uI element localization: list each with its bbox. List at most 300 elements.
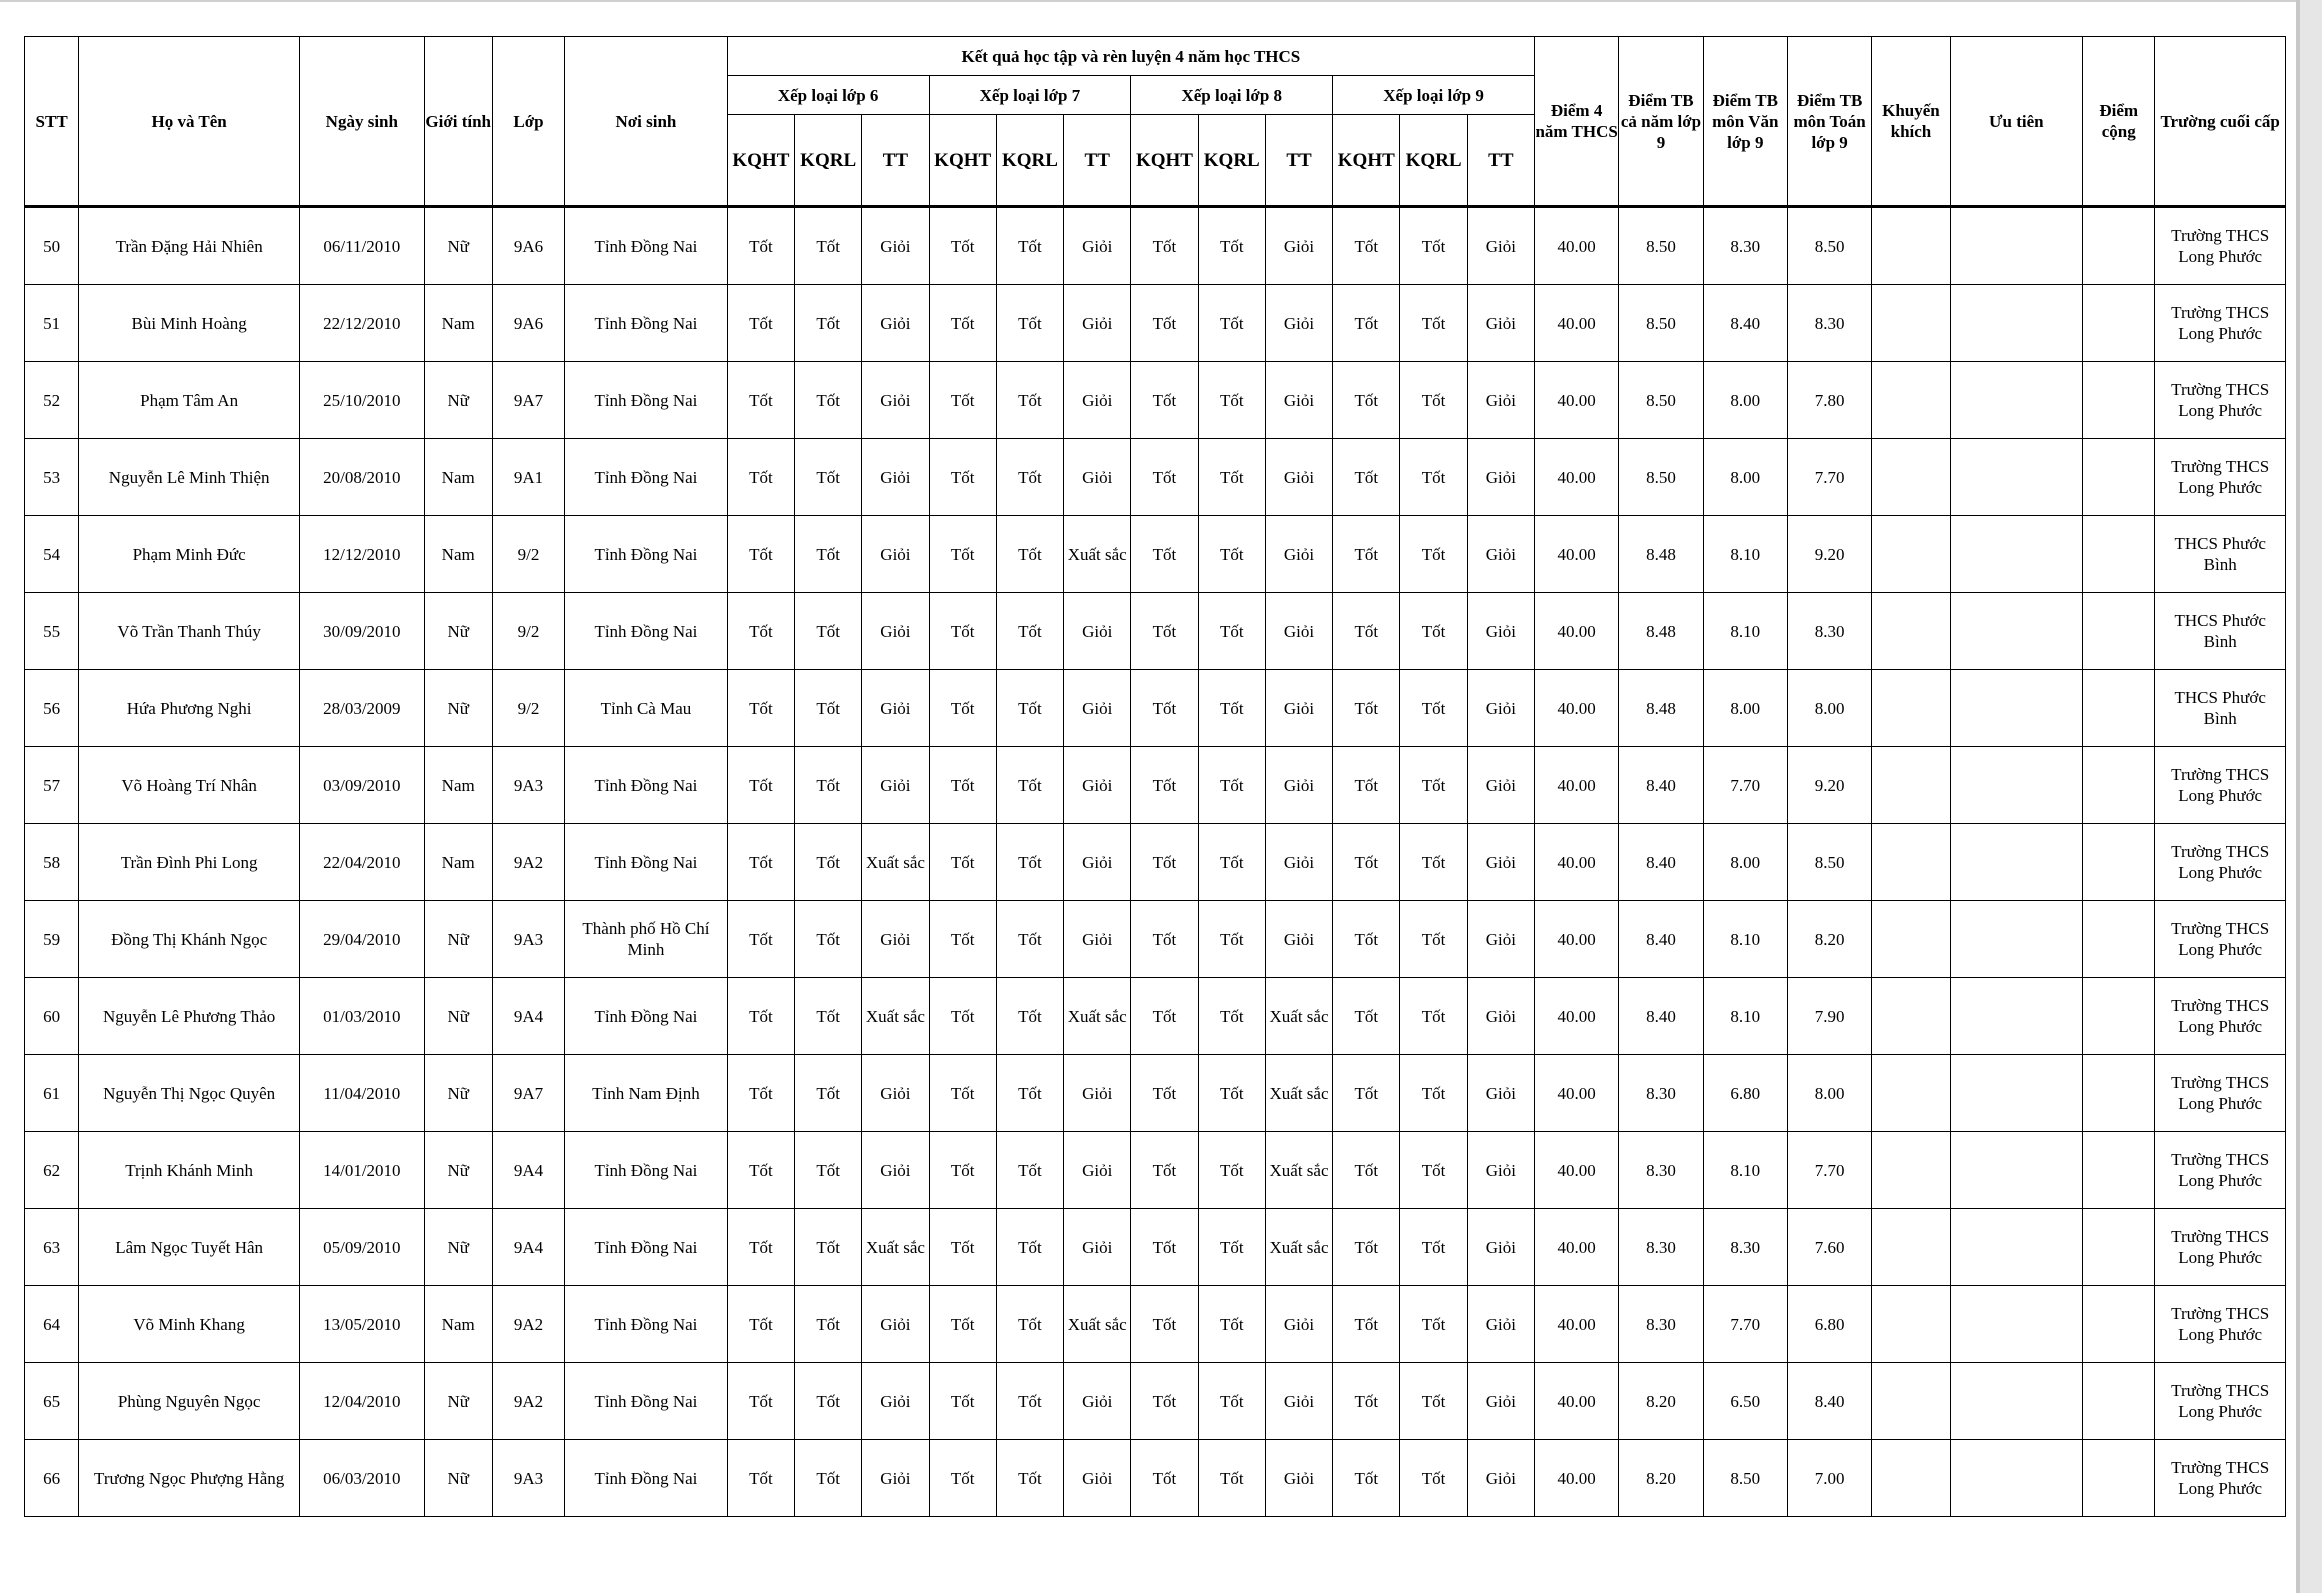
cell-grade8-kqrl: Tốt	[1198, 1055, 1265, 1132]
table-row	[25, 1363, 2286, 1440]
cell-stt: 55	[25, 593, 79, 670]
cell-grade9-kqht: Tốt	[1333, 1055, 1400, 1132]
school-line: Trường THCS	[2171, 457, 2270, 476]
cell-grade6-kqht: Tốt	[727, 1440, 794, 1517]
cell-birthplace: Tỉnh Đồng Nai	[565, 1209, 728, 1286]
cell-birthplace: Tỉnh Đồng Nai	[565, 285, 728, 362]
cell-encourage	[1872, 207, 1950, 285]
cell-grade8-tt: Giỏi	[1265, 593, 1332, 670]
cell-math9: 8.50	[1787, 824, 1871, 901]
cell-birthplace: Tỉnh Đồng Nai	[565, 978, 728, 1055]
cell-lit9: 7.70	[1703, 747, 1787, 824]
cell-grade9-kqht: Tốt	[1333, 747, 1400, 824]
cell-avg9: 8.48	[1619, 670, 1703, 747]
cell-math9: 8.00	[1787, 1055, 1871, 1132]
cell-grade6-tt: Giỏi	[862, 1132, 929, 1209]
cell-lit9: 8.00	[1703, 670, 1787, 747]
cell-score4: 40.00	[1534, 978, 1618, 1055]
cell-dob: 20/08/2010	[300, 439, 424, 516]
cell-class: 9A3	[492, 1440, 564, 1517]
cell-class: 9A2	[492, 1286, 564, 1363]
cell-avg9: 8.50	[1619, 362, 1703, 439]
cell-grade9-kqht: Tốt	[1333, 824, 1400, 901]
cell-grade6-kqrl: Tốt	[795, 1286, 862, 1363]
cell-bonus	[2083, 670, 2155, 747]
cell-gender: Nam	[424, 747, 492, 824]
cell-grade7-kqrl: Tốt	[996, 516, 1063, 593]
cell-grade7-kqht: Tốt	[929, 439, 996, 516]
cell-avg9: 8.20	[1619, 1363, 1703, 1440]
header-name: Họ và Tên	[79, 37, 300, 207]
cell-bonus	[2083, 901, 2155, 978]
cell-grade8-kqht: Tốt	[1131, 978, 1198, 1055]
cell-grade7-kqrl: Tốt	[996, 901, 1063, 978]
cell-grade7-kqrl: Tốt	[996, 285, 1063, 362]
cell-stt: 54	[25, 516, 79, 593]
cell-grade6-kqrl: Tốt	[795, 439, 862, 516]
header-grade-6: Xếp loại lớp 6	[727, 76, 929, 115]
school-line: Bình	[2203, 632, 2237, 651]
table-row	[25, 1132, 2286, 1209]
cell-name: Trương Ngọc Phượng Hằng	[79, 1440, 300, 1517]
cell-grade8-kqht: Tốt	[1131, 1055, 1198, 1132]
cell-grade7-kqht: Tốt	[929, 1286, 996, 1363]
cell-priority	[1950, 285, 2083, 362]
cell-stt: 52	[25, 362, 79, 439]
cell-grade6-kqht: Tốt	[727, 1363, 794, 1440]
cell-grade7-kqrl: Tốt	[996, 1132, 1063, 1209]
cell-grade9-kqrl: Tốt	[1400, 207, 1467, 285]
cell-encourage	[1872, 1286, 1950, 1363]
cell-gender: Nam	[424, 285, 492, 362]
cell-name: Võ Minh Khang	[79, 1286, 300, 1363]
cell-encourage	[1872, 593, 1950, 670]
header-kqht: KQHT	[929, 115, 996, 207]
cell-grade8-tt: Giỏi	[1265, 824, 1332, 901]
cell-dob: 28/03/2009	[300, 670, 424, 747]
cell-math9: 9.20	[1787, 747, 1871, 824]
school-line: Long Phước	[2178, 1248, 2263, 1267]
cell-grade9-kqrl: Tốt	[1400, 747, 1467, 824]
cell-grade7-kqht: Tốt	[929, 285, 996, 362]
cell-grade7-kqrl: Tốt	[996, 593, 1063, 670]
cell-gender: Nữ	[424, 978, 492, 1055]
cell-grade6-tt: Xuất sắc	[862, 1209, 929, 1286]
school-line: Trường THCS	[2171, 842, 2270, 861]
cell-grade7-tt: Giỏi	[1064, 1209, 1131, 1286]
school-line: Long Phước	[2178, 1402, 2263, 1421]
cell-gender: Nữ	[424, 670, 492, 747]
cell-grade8-kqrl: Tốt	[1198, 593, 1265, 670]
cell-priority	[1950, 516, 2083, 593]
cell-grade9-tt: Giỏi	[1467, 593, 1534, 670]
table-row	[25, 207, 2286, 285]
cell-birthplace: Tỉnh Đồng Nai	[565, 1132, 728, 1209]
cell-avg9: 8.50	[1619, 439, 1703, 516]
cell-avg9: 8.30	[1619, 1209, 1703, 1286]
cell-math9: 8.50	[1787, 207, 1871, 285]
cell-avg9: 8.40	[1619, 747, 1703, 824]
table-row	[25, 1055, 2286, 1132]
cell-birthplace: Tỉnh Đồng Nai	[565, 1363, 728, 1440]
header-bonus: Điểm cộng	[2083, 37, 2155, 207]
cell-bonus	[2083, 1132, 2155, 1209]
cell-grade6-tt: Giỏi	[862, 670, 929, 747]
cell-grade6-tt: Giỏi	[862, 1440, 929, 1517]
cell-grade9-kqht: Tốt	[1333, 516, 1400, 593]
cell-priority	[1950, 439, 2083, 516]
cell-grade9-tt: Giỏi	[1467, 207, 1534, 285]
cell-bonus	[2083, 1286, 2155, 1363]
cell-birthplace: Tỉnh Đồng Nai	[565, 1440, 728, 1517]
cell-grade6-kqht: Tốt	[727, 593, 794, 670]
cell-score4: 40.00	[1534, 593, 1618, 670]
cell-bonus	[2083, 824, 2155, 901]
cell-class: 9A4	[492, 1132, 564, 1209]
cell-birthplace: Tỉnh Đồng Nai	[565, 593, 728, 670]
header-gender: Giới tính	[424, 37, 492, 207]
cell-grade6-tt: Giỏi	[862, 747, 929, 824]
cell-lit9: 8.50	[1703, 1440, 1787, 1517]
cell-name: Nguyễn Thị Ngọc Quyên	[79, 1055, 300, 1132]
cell-grade7-tt: Giỏi	[1064, 593, 1131, 670]
cell-gender: Nam	[424, 1286, 492, 1363]
cell-grade8-kqht: Tốt	[1131, 1363, 1198, 1440]
cell-grade7-kqht: Tốt	[929, 516, 996, 593]
cell-class: 9/2	[492, 670, 564, 747]
cell-bonus	[2083, 516, 2155, 593]
cell-stt: 62	[25, 1132, 79, 1209]
cell-grade7-kqht: Tốt	[929, 1132, 996, 1209]
cell-stt: 63	[25, 1209, 79, 1286]
cell-priority	[1950, 1132, 2083, 1209]
cell-grade7-tt: Giỏi	[1064, 1132, 1131, 1209]
cell-grade9-kqrl: Tốt	[1400, 516, 1467, 593]
header-tt: TT	[862, 115, 929, 207]
cell-grade9-tt: Giỏi	[1467, 978, 1534, 1055]
cell-grade9-kqht: Tốt	[1333, 1132, 1400, 1209]
cell-grade7-kqht: Tốt	[929, 593, 996, 670]
cell-priority	[1950, 1286, 2083, 1363]
cell-name: Đồng Thị Khánh Ngọc	[79, 901, 300, 978]
cell-grade8-tt: Giỏi	[1265, 670, 1332, 747]
table-row	[25, 593, 2286, 670]
school-line: THCS Phước	[2174, 688, 2266, 707]
cell-grade9-kqht: Tốt	[1333, 1363, 1400, 1440]
cell-grade7-tt: Giỏi	[1064, 362, 1131, 439]
cell-grade9-kqht: Tốt	[1333, 1209, 1400, 1286]
cell-grade7-tt: Xuất sắc	[1064, 1286, 1131, 1363]
cell-grade9-kqrl: Tốt	[1400, 1055, 1467, 1132]
cell-math9: 8.30	[1787, 593, 1871, 670]
cell-birthplace: Tỉnh Đồng Nai	[565, 516, 728, 593]
cell-grade8-kqht: Tốt	[1131, 593, 1198, 670]
cell-math9: 7.70	[1787, 439, 1871, 516]
cell-grade8-kqht: Tốt	[1131, 439, 1198, 516]
cell-class: 9A7	[492, 1055, 564, 1132]
page-top-edge	[0, 0, 2296, 2]
header-kqrl: KQRL	[996, 115, 1063, 207]
school-line: Long Phước	[2178, 1325, 2263, 1344]
school-line: Bình	[2203, 709, 2237, 728]
cell-encourage	[1872, 1209, 1950, 1286]
cell-avg9: 8.40	[1619, 978, 1703, 1055]
table-row	[25, 1286, 2286, 1363]
cell-grade6-kqrl: Tốt	[795, 285, 862, 362]
header-kqht: KQHT	[1131, 115, 1198, 207]
cell-math9: 7.00	[1787, 1440, 1871, 1517]
header-priority: Ưu tiên	[1950, 37, 2083, 207]
cell-grade6-kqrl: Tốt	[795, 362, 862, 439]
school-line: Trường THCS	[2171, 380, 2270, 399]
cell-lit9: 8.30	[1703, 1209, 1787, 1286]
cell-lit9: 8.00	[1703, 362, 1787, 439]
cell-grade8-kqrl: Tốt	[1198, 1363, 1265, 1440]
cell-gender: Nữ	[424, 1440, 492, 1517]
cell-lit9: 8.10	[1703, 516, 1787, 593]
cell-grade8-kqrl: Tốt	[1198, 824, 1265, 901]
cell-dob: 12/12/2010	[300, 516, 424, 593]
cell-grade7-tt: Giỏi	[1064, 1440, 1131, 1517]
cell-grade7-kqrl: Tốt	[996, 978, 1063, 1055]
school-line: Trường THCS	[2171, 1227, 2270, 1246]
cell-school	[2155, 207, 2286, 285]
cell-math9: 8.30	[1787, 285, 1871, 362]
cell-grade7-tt: Giỏi	[1064, 1363, 1131, 1440]
cell-grade9-kqht: Tốt	[1333, 593, 1400, 670]
cell-grade7-kqrl: Tốt	[996, 1286, 1063, 1363]
school-line: Trường THCS	[2171, 1304, 2270, 1323]
cell-grade6-kqht: Tốt	[727, 1209, 794, 1286]
cell-grade7-kqrl: Tốt	[996, 207, 1063, 285]
cell-gender: Nữ	[424, 1363, 492, 1440]
cell-grade7-tt: Giỏi	[1064, 439, 1131, 516]
cell-stt: 64	[25, 1286, 79, 1363]
header-school: Trường cuối cấp	[2155, 37, 2286, 207]
cell-math9: 8.20	[1787, 901, 1871, 978]
cell-grade8-kqrl: Tốt	[1198, 978, 1265, 1055]
cell-grade7-tt: Giỏi	[1064, 1055, 1131, 1132]
table-row	[25, 439, 2286, 516]
header-kqrl: KQRL	[1400, 115, 1467, 207]
cell-grade7-kqrl: Tốt	[996, 1209, 1063, 1286]
cell-score4: 40.00	[1534, 901, 1618, 978]
cell-dob: 03/09/2010	[300, 747, 424, 824]
school-line: Long Phước	[2178, 1094, 2263, 1113]
header-score4: Điểm 4 năm THCS	[1534, 37, 1618, 207]
cell-lit9: 8.10	[1703, 978, 1787, 1055]
school-line: Trường THCS	[2171, 1458, 2270, 1477]
cell-dob: 22/12/2010	[300, 285, 424, 362]
cell-name: Võ Trần Thanh Thúy	[79, 593, 300, 670]
cell-grade9-kqrl: Tốt	[1400, 1132, 1467, 1209]
cell-grade6-kqrl: Tốt	[795, 1209, 862, 1286]
header-grade-9: Xếp loại lớp 9	[1333, 76, 1535, 115]
cell-gender: Nam	[424, 439, 492, 516]
cell-class: 9A2	[492, 1363, 564, 1440]
school-line: Long Phước	[2178, 324, 2263, 343]
cell-name: Nguyễn Lê Phương Thảo	[79, 978, 300, 1055]
cell-grade7-kqht: Tốt	[929, 362, 996, 439]
cell-grade8-kqht: Tốt	[1131, 1132, 1198, 1209]
cell-grade9-kqht: Tốt	[1333, 439, 1400, 516]
cell-dob: 30/09/2010	[300, 593, 424, 670]
cell-grade7-kqht: Tốt	[929, 1055, 996, 1132]
cell-grade8-tt: Giỏi	[1265, 362, 1332, 439]
cell-birthplace: Thành phố Hồ Chí Minh	[565, 901, 728, 978]
cell-grade6-kqht: Tốt	[727, 516, 794, 593]
cell-bonus	[2083, 1055, 2155, 1132]
cell-encourage	[1872, 439, 1950, 516]
cell-dob: 06/03/2010	[300, 1440, 424, 1517]
cell-grade9-tt: Giỏi	[1467, 824, 1534, 901]
header-kqht: KQHT	[727, 115, 794, 207]
cell-encourage	[1872, 362, 1950, 439]
table-row	[25, 670, 2286, 747]
cell-grade8-kqrl: Tốt	[1198, 670, 1265, 747]
cell-dob: 14/01/2010	[300, 1132, 424, 1209]
cell-grade6-kqht: Tốt	[727, 901, 794, 978]
cell-grade8-kqrl: Tốt	[1198, 1286, 1265, 1363]
cell-grade9-tt: Giỏi	[1467, 1055, 1534, 1132]
cell-grade8-tt: Giỏi	[1265, 439, 1332, 516]
cell-score4: 40.00	[1534, 516, 1618, 593]
cell-priority	[1950, 207, 2083, 285]
cell-name: Trần Đặng Hải Nhiên	[79, 207, 300, 285]
cell-grade8-tt: Xuất sắc	[1265, 1209, 1332, 1286]
cell-grade6-tt: Giỏi	[862, 285, 929, 362]
cell-name: Hứa Phương Nghi	[79, 670, 300, 747]
cell-school	[2155, 901, 2286, 978]
cell-score4: 40.00	[1534, 362, 1618, 439]
cell-grade9-kqrl: Tốt	[1400, 362, 1467, 439]
cell-gender: Nữ	[424, 593, 492, 670]
cell-math9: 7.60	[1787, 1209, 1871, 1286]
cell-gender: Nữ	[424, 362, 492, 439]
cell-grade6-kqrl: Tốt	[795, 747, 862, 824]
cell-school	[2155, 362, 2286, 439]
cell-avg9: 8.48	[1619, 516, 1703, 593]
cell-encourage	[1872, 1132, 1950, 1209]
school-line: Trường THCS	[2171, 1150, 2270, 1169]
school-line: Trường THCS	[2171, 226, 2270, 245]
cell-grade9-tt: Giỏi	[1467, 1286, 1534, 1363]
cell-name: Võ Hoàng Trí Nhân	[79, 747, 300, 824]
cell-avg9: 8.30	[1619, 1286, 1703, 1363]
student-results-table	[24, 36, 2286, 1517]
table-row	[25, 747, 2286, 824]
table-row	[25, 285, 2286, 362]
cell-bonus	[2083, 747, 2155, 824]
cell-grade8-kqht: Tốt	[1131, 1209, 1198, 1286]
cell-grade6-tt: Giỏi	[862, 1055, 929, 1132]
header-lit9: Điểm TB môn Văn lớp 9	[1703, 37, 1787, 207]
cell-grade7-kqht: Tốt	[929, 978, 996, 1055]
cell-grade8-tt: Giỏi	[1265, 207, 1332, 285]
school-line: Trường THCS	[2171, 765, 2270, 784]
cell-priority	[1950, 747, 2083, 824]
cell-math9: 7.90	[1787, 978, 1871, 1055]
cell-school	[2155, 516, 2286, 593]
header-kqrl: KQRL	[795, 115, 862, 207]
cell-grade9-tt: Giỏi	[1467, 516, 1534, 593]
cell-grade6-kqht: Tốt	[727, 824, 794, 901]
school-line: Long Phước	[2178, 1171, 2263, 1190]
cell-school	[2155, 670, 2286, 747]
cell-class: 9A2	[492, 824, 564, 901]
cell-grade7-kqrl: Tốt	[996, 1440, 1063, 1517]
school-line: Long Phước	[2178, 1017, 2263, 1036]
cell-stt: 57	[25, 747, 79, 824]
cell-grade8-kqrl: Tốt	[1198, 207, 1265, 285]
cell-stt: 56	[25, 670, 79, 747]
cell-avg9: 8.40	[1619, 824, 1703, 901]
cell-grade6-kqrl: Tốt	[795, 1132, 862, 1209]
cell-class: 9A3	[492, 747, 564, 824]
cell-grade9-kqht: Tốt	[1333, 1440, 1400, 1517]
cell-score4: 40.00	[1534, 1286, 1618, 1363]
cell-grade9-kqht: Tốt	[1333, 285, 1400, 362]
cell-grade6-kqht: Tốt	[727, 362, 794, 439]
cell-priority	[1950, 362, 2083, 439]
cell-stt: 61	[25, 1055, 79, 1132]
cell-grade9-kqrl: Tốt	[1400, 439, 1467, 516]
cell-grade8-kqht: Tốt	[1131, 285, 1198, 362]
cell-grade6-kqrl: Tốt	[795, 901, 862, 978]
cell-stt: 59	[25, 901, 79, 978]
cell-grade6-kqht: Tốt	[727, 1132, 794, 1209]
cell-school	[2155, 1132, 2286, 1209]
school-line: THCS Phước	[2174, 611, 2266, 630]
cell-grade9-tt: Giỏi	[1467, 901, 1534, 978]
cell-grade8-kqrl: Tốt	[1198, 901, 1265, 978]
cell-grade8-kqht: Tốt	[1131, 824, 1198, 901]
cell-grade9-tt: Giỏi	[1467, 285, 1534, 362]
cell-encourage	[1872, 901, 1950, 978]
cell-bonus	[2083, 978, 2155, 1055]
cell-grade9-kqht: Tốt	[1333, 362, 1400, 439]
cell-stt: 51	[25, 285, 79, 362]
cell-school	[2155, 978, 2286, 1055]
header-kqht: KQHT	[1333, 115, 1400, 207]
cell-grade8-kqht: Tốt	[1131, 901, 1198, 978]
cell-grade6-tt: Xuất sắc	[862, 978, 929, 1055]
cell-grade7-kqrl: Tốt	[996, 670, 1063, 747]
cell-score4: 40.00	[1534, 824, 1618, 901]
cell-bonus	[2083, 362, 2155, 439]
cell-score4: 40.00	[1534, 1055, 1618, 1132]
cell-grade6-tt: Giỏi	[862, 1286, 929, 1363]
cell-grade9-kqrl: Tốt	[1400, 901, 1467, 978]
cell-score4: 40.00	[1534, 439, 1618, 516]
cell-grade8-tt: Xuất sắc	[1265, 1055, 1332, 1132]
cell-grade9-kqrl: Tốt	[1400, 1440, 1467, 1517]
cell-avg9: 8.50	[1619, 207, 1703, 285]
cell-grade6-kqrl: Tốt	[795, 207, 862, 285]
cell-school	[2155, 285, 2286, 362]
cell-bonus	[2083, 285, 2155, 362]
cell-score4: 40.00	[1534, 207, 1618, 285]
cell-name: Bùi Minh Hoàng	[79, 285, 300, 362]
cell-score4: 40.00	[1534, 1209, 1618, 1286]
cell-bonus	[2083, 593, 2155, 670]
cell-encourage	[1872, 747, 1950, 824]
cell-grade7-tt: Giỏi	[1064, 207, 1131, 285]
cell-grade9-kqrl: Tốt	[1400, 1286, 1467, 1363]
cell-grade6-kqrl: Tốt	[795, 593, 862, 670]
cell-grade6-kqrl: Tốt	[795, 1440, 862, 1517]
cell-priority	[1950, 1055, 2083, 1132]
